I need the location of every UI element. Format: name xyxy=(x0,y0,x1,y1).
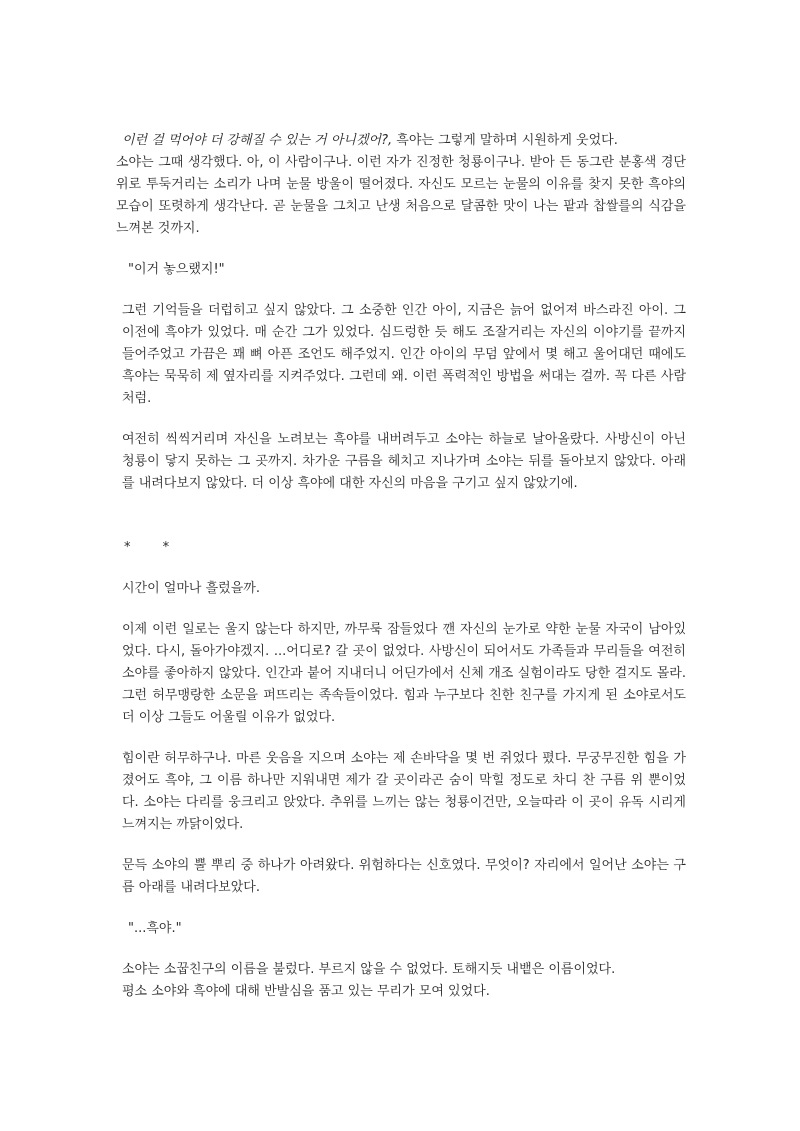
paragraph-1 xyxy=(116,130,686,152)
italic-dialogue: 이런 걸 먹어야 더 강해질 수 있는 거 아니겠어?, xyxy=(122,133,393,148)
dialogue-line-2: "...흑야." xyxy=(128,921,182,936)
paragraph-7: 힘이란 허무하구나. 마른 웃음을 지으며 소야는 제 손바닥을 몇 번 쥐었다 폈다. 무궁무진한 힘을 가졌어도 흑야, 그 이름 하나만 지워내면 제가 갈 곳이라곤 숨이 막힐 정도로 차디 찬 구름 위 뿐이었다. 소야는 다리를 웅크리고 앉았다. 추위를 느끼는 않는 청룡이건만, 오늘따라 이 곳이 유독 시리게 느껴지는 까닭이었다. xyxy=(122,751,686,832)
story-body xyxy=(116,130,686,1003)
paragraph-3: 그런 기억들을 더럽히고 싶지 않았다. 그 소중한 인간 아이, 지금은 늙어 없어져 바스라진 아이. 그 이전에 흑야가 있었다. 매 순간 그가 있었다. 심드렁한 듯 해도 조잘거리는 자신의 이야기를 끝까지 들어주었고 가끔은 꽤 뼈 아픈 조언도 해주었지. 인간 아이의 무덤 앞에서 몇 해고 울어대던 때에도 흑야는 묵묵히 제 옆자리를 지켜주었다. 그런데 왜. 이런 폭력적인 방법을 써대는 걸까. 꼭 다른 사람처럼. xyxy=(122,303,686,406)
paragraph-8: 문득 소야의 뿔 뿌리 중 하나가 아려왔다. 위험하다는 신호였다. 무엇이? 자리에서 일어난 소야는 구름 아래를 내려다보았다. xyxy=(122,858,686,895)
dialogue-line-1: "이거 놓으랬지!" xyxy=(128,262,225,277)
paragraph-1-rest: 흑야는 그렇게 말하며 시원하게 웃었다. xyxy=(392,133,618,148)
paragraph-6: 이제 이런 일로는 울지 않는다 하지만, 까무룩 잠들었다 깬 자신의 눈가로 약한 눈물 자국이 남아있었다. 다시, 돌아가야겠지. ...어디로? 갈 곳이 없었다. 사방신이 되어서도 가족들과 무리들을 여전히 소야를 좋아하지 않았다. 인간과 붙어 지내더니 어딘가에서 신체 개조 실험이라도 당한 걸지도 몰라. 그런 허무맹랑한 소문을 퍼뜨리는 족속들이었다. 힘과 누구보다 친한 친구를 가지게 된 소야로서도 더 이상 그들도 어울릴 이유가 없었다. xyxy=(122,622,686,725)
paragraph-4: 여전히 씩씩거리며 자신을 노려보는 흑야를 내버려두고 소야는 하늘로 날아올랐다. 사방신이 아닌 청룡이 닿지 못하는 그 곳까지. 차가운 구름을 헤치고 지나가며 소야는 뒤를 돌아보지 않았다. 아래를 내려다보지 않았다. 더 이상 흑야에 대한 자신의 마음을 구기고 싶지 않았기에. xyxy=(122,432,686,491)
paragraph-10: 평소 소야와 흑야에 대해 반발심을 품고 있는 무리가 모여 있었다. xyxy=(122,984,490,999)
paragraph-2: 소야는 그때 생각했다. 아, 이 사람이구나. 이런 자가 진정한 청룡이구나. 받아 든 동그란 분홍색 경단 위로 투둑거리는 소리가 나며 눈물 방울이 떨어졌다. 자신도 모르는 눈물의 이유를 찾지 못한 흑야의 모습이 또렷하게 생각난다. 곧 눈물을 그치고 난생 처음으로 달콤한 맛이 나는 팥과 찹쌀를의 식감을 느껴본 것까지. xyxy=(116,155,686,236)
paragraph-9: 소야는 소꿉친구의 이름을 불렀다. 부르지 않을 수 없었다. 토해지듯 내뱉은 이름이었다. xyxy=(122,962,616,977)
section-separator: * * xyxy=(124,540,184,555)
paragraph-5: 시간이 얼마나 흘렀을까. xyxy=(122,581,260,596)
